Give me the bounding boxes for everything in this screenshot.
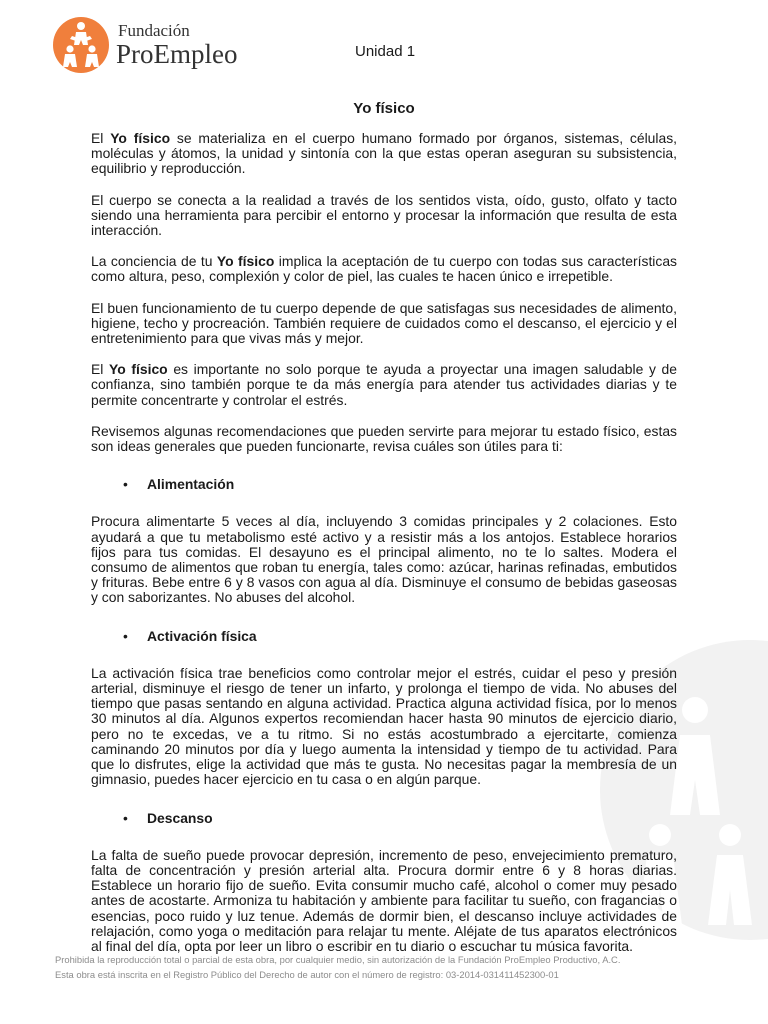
- paragraph-2: El cuerpo se conecta a la realidad a través de los sentidos vista, oído, gusto, olfato y tacto siendo una herramienta para percibir el entorno y procesar la información que resulta de esta interacción.: [91, 191, 677, 239]
- section-text-alimentacion: Procura alimentarte 5 veces al día, incluyendo 3 comidas principales y 2 colaciones. Esto ayudará a que tu metabolismo esté activo y a resistir más a los antojos. Establece horarios fijos para tus comidas. El desayuno es el principal alimento, no te lo saltes. Modera el consumo de alimentos que roban tu energía, tales como: azúcar, harinas refinadas, embutidos y frituras. Bebe entre 6 y 8 vasos con agua al día. Disminuye el consumo de bebidas gaseosas y con saborizantes. No abuses del alcohol.: [91, 513, 677, 606]
- paragraph-4: El buen funcionamiento de tu cuerpo depende de que satisfagas sus necesidades de alimento, higiene, techo y procreación. También requiere de cuidados como el descanso, el ejercicio y el entretenimiento para que vivas más y mejor.: [91, 299, 677, 347]
- fundacion-logo-icon: [52, 14, 110, 76]
- bold-term: Yo físico: [216, 253, 275, 270]
- footer-line-2: Esta obra está inscrita en el Registro Público del Derecho de autor con el número de registro: 03-2014-031411452300-01: [55, 968, 559, 980]
- footer-line-1: Prohibida la reproducción total o parcial de esta obra, por cualquier medio, sin autorización de la Fundación ProEmpleo Productivo, A.C.: [55, 954, 621, 965]
- bold-term: Yo físico: [110, 130, 171, 146]
- paragraph-3: La conciencia de tu Yo físico implica la aceptación de tu cuerpo con todas sus características como altura, peso, complexión y color de piel, las cuales te hacen único e irrepetible.: [91, 253, 678, 285]
- bold-term: Yo físico: [109, 361, 168, 378]
- paragraph-5: El Yo físico es importante no solo porque te ayuda a proyectar una imagen saludable y de confianza, sino también porque te da más energía para atender tus actividades diarias y te permite concentrarte y controlar el estrés.: [91, 361, 677, 408]
- section-heading-descanso: • Descanso: [91, 811, 677, 826]
- logo-line-proempleo: ProEmpleo: [116, 39, 238, 69]
- page-title: Yo físico: [353, 100, 415, 117]
- section-text-descanso: La falta de sueño puede provocar depresión, incremento de peso, envejecimiento prematuro, falta de concentración y presión arterial alta. Procura dormir entre 6 y 8 horas diarias. Establece un horario fijo de sueño. Evita consumir mucho café, alcohol o comer muy pesado antes de acostarte. Armoniza tu habitación y ambiente para facilitar tu sueño, con fragancias o esencias, poco ruido y luz tenue. Además de dormir bien, el descanso incluye actividades de relajación, como yoga o meditación para relajar tu mente. Aléjate de tus aparatos electrónicos al final del día, opta por leer un libro o escribir en tu diario o escuchar tu música favorita.: [91, 846, 677, 954]
- section-text-activacion: La activación física trae beneficios como controlar mejor el estrés, cuidar el peso y presión arterial, disminuye el riesgo de tener un infarto, y prolonga el tiempo de vida. No abuses del tiempo que pasas sentando en alguna actividad. Practica alguna actividad física, por lo menos 30 minutos al día. Algunos expertos recomiendan hacer hasta 90 minutos de ejercicio diario, pero no te excedas, ve a tu ritmo. Si no estás acostumbrado a ejercitarte, comienza caminando 20 minutos por día y luego aumenta la intensidad y tiempo de tu actividad. Para que lo disfrutes, elige la actividad que más te gusta. No necesitas pagar la membresía de un gimnasio, puedes hacer ejercicio en tu casa o en algún parque.: [91, 664, 677, 788]
- footer: [55, 953, 725, 982]
- paragraph-1: El Yo físico se materializa en el cuerpo humano formado por órganos, sistemas, células, moléculas y átomos, la unidad y sintonía con la que estas operan aseguran su subsistencia, equilibrio y reproducción.: [91, 130, 677, 177]
- section-heading-activacion: • Activación física: [91, 629, 677, 644]
- document-body: [91, 131, 677, 970]
- section-heading-alimentacion: • Alimentación: [91, 477, 677, 492]
- unit-label: Unidad 1: [355, 43, 416, 60]
- logo-line-fundacion: Fundación: [118, 21, 190, 40]
- logo: [52, 14, 238, 76]
- paragraph-6: Revisemos algunas recomendaciones que pueden servirte para mejorar tu estado físico, estas son ideas generales que pueden funcionarte, revisa cuáles son útiles para ti:: [91, 422, 677, 455]
